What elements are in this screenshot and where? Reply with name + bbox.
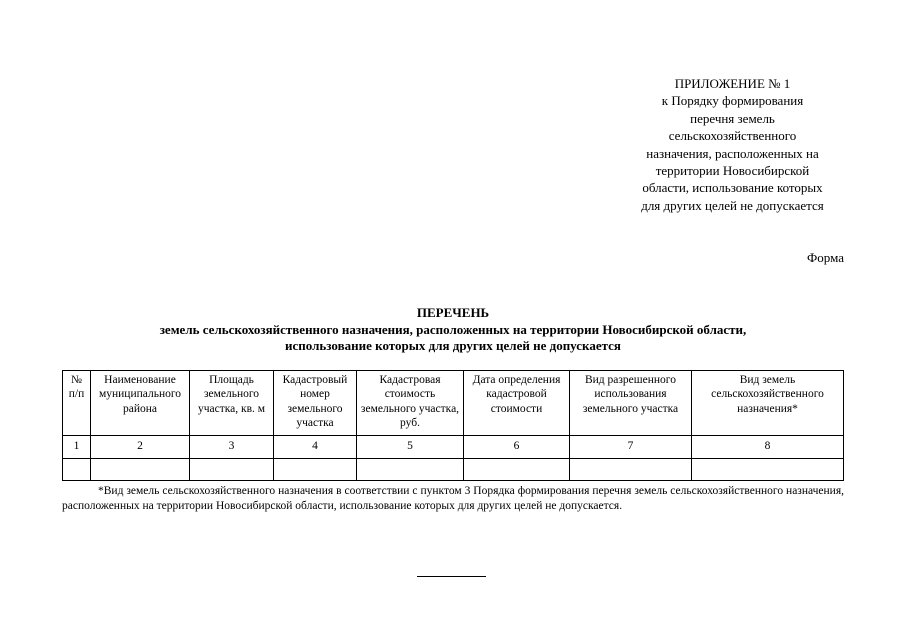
column-number-cell: 1 bbox=[63, 436, 91, 459]
appendix-line: для других целей не допускается bbox=[641, 197, 824, 213]
registry-table bbox=[62, 370, 844, 481]
form-label: Форма bbox=[807, 250, 844, 265]
table-cell bbox=[464, 459, 570, 481]
table-cell bbox=[63, 459, 91, 481]
appendix-heading bbox=[620, 75, 845, 214]
table-row bbox=[63, 459, 844, 481]
footnote: *Вид земель сельскохозяйственного назначения в соответствии с пунктом 3 Порядка формирования перечня земель сельскохозяйственного назначения, расположенных на территории Новосибирской области, использование которых для других целей не допускается. bbox=[62, 485, 844, 513]
title-main: ПЕРЕЧЕНЬ bbox=[416, 305, 490, 320]
header-cell-cadastral-value: Кадастровая стоимость земельного участка, руб. bbox=[357, 371, 464, 436]
header-cell-permitted-use: Вид разрешенного использования земельного участка bbox=[570, 371, 692, 436]
appendix-line: перечня земель bbox=[690, 110, 775, 126]
table-cell bbox=[190, 459, 274, 481]
end-divider bbox=[417, 576, 486, 577]
column-number-cell: 8 bbox=[692, 436, 844, 459]
table-cell bbox=[570, 459, 692, 481]
column-number-cell: 2 bbox=[91, 436, 190, 459]
header-cell-district: Наименование муниципального района bbox=[91, 371, 190, 436]
appendix-line: назначения, расположенных на bbox=[646, 145, 819, 161]
appendix-line: ПРИЛОЖЕНИЕ № 1 bbox=[674, 76, 791, 91]
appendix-line: территории Новосибирской bbox=[655, 163, 810, 179]
column-number-cell: 7 bbox=[570, 436, 692, 459]
title-line: использование которых для других целей не допускается bbox=[285, 338, 621, 353]
header-cell-cadastral-number: Кадастровый номер земельного участка bbox=[274, 371, 357, 436]
title-line: земель сельскохозяйственного назначения, расположенных на территории Новосибирской области, bbox=[159, 321, 747, 337]
appendix-line: к Порядку формирования bbox=[661, 93, 804, 109]
header-cell-area: Площадь земельного участка, кв. м bbox=[190, 371, 274, 436]
column-number-cell: 6 bbox=[464, 436, 570, 459]
document-title bbox=[62, 305, 844, 355]
table-cell bbox=[91, 459, 190, 481]
header-cell-land-type: Вид земель сельскохозяйственного назначения* bbox=[692, 371, 844, 436]
header-cell-number: № п/п bbox=[63, 371, 91, 436]
table-cell bbox=[274, 459, 357, 481]
appendix-line: области, использование которых bbox=[642, 180, 823, 196]
column-number-cell: 5 bbox=[357, 436, 464, 459]
table-cell bbox=[357, 459, 464, 481]
header-cell-valuation-date: Дата определения кадастровой стоимости bbox=[464, 371, 570, 436]
table-header-row bbox=[63, 371, 844, 436]
column-number-cell: 3 bbox=[190, 436, 274, 459]
column-number-cell: 4 bbox=[274, 436, 357, 459]
appendix-line: сельскохозяйственного bbox=[668, 128, 797, 144]
column-number-row bbox=[63, 436, 844, 459]
table-cell bbox=[692, 459, 844, 481]
